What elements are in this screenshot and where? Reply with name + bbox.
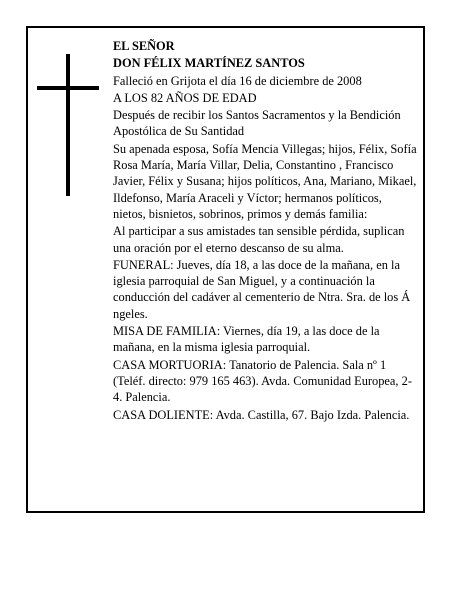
deceased-name: DON FÉLIX MARTÍNEZ SANTOS xyxy=(113,56,305,71)
sacraments-text: Después de recibir los Santos Sacramentos y la Bendición Apostólica de Su Santidad xyxy=(113,108,401,139)
mortuoria-text: CASA MORTUORIA: Tanatorio de Palencia. Sala nº 1 (Teléf. directo: 979 165 463). Avda. Comunidad Europea, 2-4. Palencia. xyxy=(113,357,412,405)
funeral-text: FUNERAL: Jueves, día 18, a las doce de la mañana, en la iglesia parroquial de San Miguel, y a continuación la conducción del cadáver al cementerio de Ntra. Sra. de los Á ngeles. xyxy=(113,257,411,321)
misa-text: MISA DE FAMILIA: Viernes, día 19, a las doce de la mañana, en la misma iglesia parroquial. xyxy=(113,324,380,355)
title-line-1: EL SEÑOR xyxy=(113,39,175,53)
obituary-text xyxy=(113,38,417,424)
cross-icon-bar xyxy=(37,86,99,90)
doliente-text: CASA DOLIENTE: Avda. Castilla, 67. Bajo Izda. Palencia. xyxy=(113,407,410,422)
age-line: A LOS 82 AÑOS DE EDAD xyxy=(113,90,257,105)
cross-icon xyxy=(66,54,70,196)
request-text: Al participar a sus amistades tan sensible pérdida, suplican una oración por el eterno descanso de su alma. xyxy=(113,224,405,255)
family-text: Su apenada esposa, Sofía Mencia Villegas; hijos, Félix, Sofía Rosa María, María Villar, Delia, Constantino , Francisco Javier, Félix y Susana; hijos políticos, Ana, Mariano, Mikael, Ildefonso, María Araceli y Víctor; hermanos políticos, nietos, bisnietos, sobrinos, primos y demás familia: xyxy=(113,141,417,221)
death-notice: Falleció en Grijota el día 16 de diciembre de 2008 xyxy=(113,73,362,88)
